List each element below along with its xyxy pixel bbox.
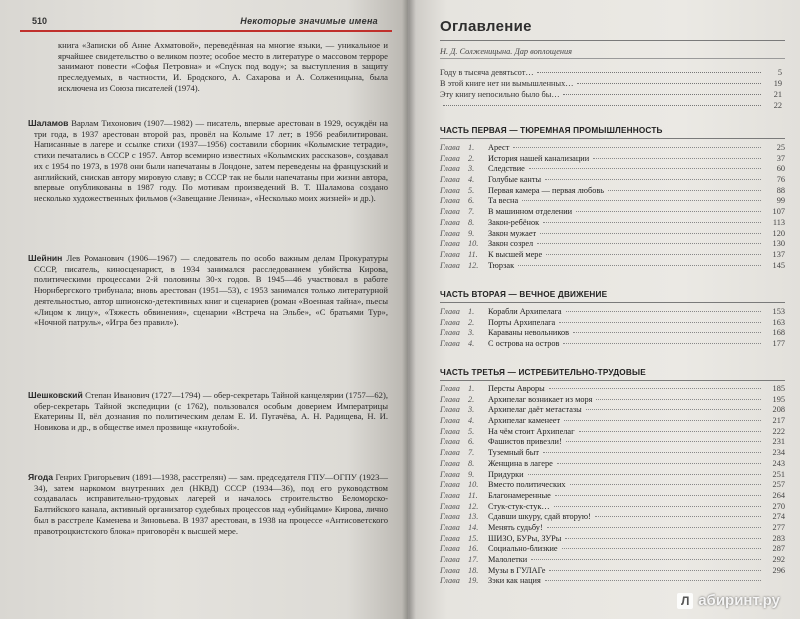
chapter-row[interactable] [440,416,785,427]
chapter-number: 6. [468,196,475,206]
running-head: Некоторые значимые имена [240,16,378,26]
bio-text: Генрих Григорьевич (1891—1938, расстрелян) — зам. председателя ГПУ—ОГПУ (1923—34), затем наркомом внутренних дел (НКВД) СССР (1934—36), под его руководством создавалась исправительно-трудовых лагерей и началось строительство Беломорско-Балтийского канала, активный организатор судебных процессов над «убийцами» Кирова, лично был в расстреле Каменева и Зиновьева. В 1937 арестован, в 1938 на процессе «Антисоветского правотроцкистского блока» приговорён к высшей мере. [34,472,388,536]
chapter-number: 3. [468,405,475,415]
chapter-page: 251 [772,469,785,479]
chapter-page: 76 [776,175,785,185]
chapter-number: 7. [468,448,475,458]
chapter-number: 3. [468,164,475,174]
chapter-list [440,143,785,271]
chapter-number: 11. [468,249,478,259]
chapter-page: 185 [772,384,785,393]
chapter-title: Следствие [488,164,525,174]
chapter-title: Сдавши шкуру, сдай вторую! [488,512,591,522]
dot-leader [576,211,761,212]
chapter-title: Зэки как нация [488,576,541,586]
chapter-number: 5. [468,185,475,195]
toc-row-page: 21 [773,90,782,99]
bio-entry-shalamov [28,118,388,210]
dot-leader [577,83,761,84]
chapter-row[interactable] [440,544,785,555]
chapter-row[interactable] [440,207,785,218]
chapter-label: Глава [440,533,460,543]
chapter-number: 13. [468,512,479,522]
chapter-number: 12. [468,260,479,270]
chapter-label: Глава [440,339,460,349]
right-page [408,0,800,619]
chapter-number: 2. [468,153,475,163]
chapter-label: Глава [440,317,460,327]
chapter-title: Музы в ГУЛАГе [488,565,546,575]
front-matter-list [440,68,782,112]
chapter-page: 243 [772,458,785,468]
chapter-number: 6. [468,437,475,447]
chapter-number: 4. [468,339,475,349]
chapter-label: Глава [440,217,460,227]
chapter-row[interactable] [440,470,785,481]
bio-text: Варлам Тихонович (1907—1982) — писатель, впервые арестован в 1929, осуждён на три года, в 1937 арестован второй раз, провёл на Колыме 17 лет; в 1956 реабилитирован. Написанные в лагере и ссылке стихи (1937—1956) составили сборник «Колымские тетради», стихи печатались в СССР с 1957. Автор всемирно известных «Колымских рассказов», создавал их с 1954 по 1973, в 1978 они были напечатаны в Лондоне, затем переведены на французский и английский, снискав автору мировую славу; в СССР так не были напечатаны при жизни автора, впервые опубликованы в 1987 году. По мотивам произведений В. Т. Шаламова создано несколько художественных фильмов («Завещание Ленина», «Несколько моих жизней» и др.). [34,118,388,204]
chapter-page: 234 [772,448,785,458]
dot-leader [608,190,761,191]
chapter-row[interactable] [440,502,785,513]
bio-text: книга «Записки об Анне Ахматовой», переведённая на многие языки, — уникальное и ярчайшее свидетельство о великом поэте; особое место в литературе о массовом терроре занимают повести «Софья Петровна» и «Спуск под воду»; за выступления в защиту преследуемых, в частности, И. Бродского, А. Сахарова и А. Солженицына, была исключена из Союза писателей (1974). [58,40,388,93]
chapter-page: 231 [772,437,785,447]
chapter-number: 14. [468,522,479,532]
chapter-label: Глава [440,228,460,238]
chapter-label: Глава [440,384,460,393]
chapter-number: 1. [468,384,475,393]
dot-leader [563,343,761,344]
chapter-label: Глава [440,448,460,458]
dot-leader [518,265,761,266]
chapter-row[interactable] [440,261,785,272]
dot-leader [596,399,761,400]
dot-leader [549,388,761,389]
chapter-number: 8. [468,458,475,468]
chapter-label: Глава [440,501,460,511]
chapter-page: 274 [772,512,785,522]
chapter-title: Та весна [488,196,519,206]
dot-leader [543,452,761,453]
chapter-title: Арест [488,143,510,152]
dot-leader [540,233,761,234]
dot-leader [528,474,761,475]
chapter-row[interactable] [440,164,785,175]
dot-leader [595,516,761,517]
chapter-label: Глава [440,405,460,415]
chapter-number: 19. [468,576,479,586]
chapter-label: Глава [440,544,460,554]
chapter-label: Глава [440,153,460,163]
chapter-label: Глава [440,480,460,490]
bio-name: Ягода [28,472,54,482]
chapter-number: 10. [468,239,479,249]
chapter-page: 120 [772,228,785,238]
chapter-number: 3. [468,328,475,338]
chapter-number: 8. [468,217,475,227]
toc-row-title: В этой книге нет ни вымышленных… [440,79,574,88]
chapter-label: Глава [440,328,460,338]
dot-leader [565,538,761,539]
toc-front-line: Н. Д. Солженицына. Дар воплощения [440,47,573,56]
chapter-number: 16. [468,544,479,554]
chapter-row[interactable] [440,395,785,406]
chapter-page: 145 [772,260,785,270]
dot-leader [562,548,761,549]
dot-leader [547,527,761,528]
bio-entry-sheshkovsky [28,390,388,439]
bio-continuation [28,40,388,100]
chapter-row[interactable] [440,491,785,502]
chapter-page: 283 [772,533,785,543]
chapter-number: 12. [468,501,479,511]
part-heading[interactable]: ЧАСТЬ ПЕРВАЯ — ТЮРЕМНАЯ ПРОМЫШЛЕННОСТЬ [440,126,663,135]
dot-leader [555,495,761,496]
chapter-title: На чём стоит Архипелаг [488,426,575,436]
divider [440,40,785,41]
dot-leader [564,420,761,421]
chapter-title: В машинном отделении [488,207,573,217]
chapter-page: 99 [776,196,785,206]
chapter-title: Стук-стук-стук… [488,501,550,511]
dot-leader [529,168,761,169]
chapter-title: Благонамеренные [488,490,551,500]
chapter-row[interactable] [440,154,785,165]
bio-name: Шешковский [28,390,83,400]
chapter-label: Глава [440,207,460,217]
dot-leader [546,254,761,255]
chapter-row[interactable] [440,448,785,459]
bio-entry-yagoda [28,472,388,542]
chapter-page: 113 [772,217,785,227]
chapter-page: 153 [772,307,785,316]
dot-leader [443,105,761,106]
chapter-page: 257 [772,480,785,490]
chapter-row[interactable] [440,186,785,197]
divider [440,58,785,59]
chapter-page: 163 [772,317,785,327]
chapter-label: Глава [440,185,460,195]
chapter-page: 296 [772,565,785,575]
toc-row[interactable] [440,90,782,101]
chapter-title: Закон созрел [488,239,534,249]
chapter-title: Закон-ребёнок [488,217,540,227]
chapter-row[interactable] [440,239,785,250]
watermark-text: абиринт.ру [698,592,780,609]
divider [440,380,785,381]
toc-row[interactable] [440,68,782,79]
toc-row-page: 5 [777,68,782,77]
chapter-title: Фашистов привезли! [488,437,562,447]
dot-leader [593,158,761,159]
dot-leader [545,580,761,581]
chapter-number: 17. [468,555,479,564]
chapter-label: Глава [440,164,460,174]
chapter-title: К высшей мере [488,249,543,259]
chapter-row[interactable] [440,405,785,416]
chapter-label: Глава [440,394,460,404]
book-gutter [402,0,416,619]
chapter-page: 277 [772,522,785,532]
chapter-page: 177 [772,339,785,349]
chapter-number: 9. [468,228,475,238]
labirint-logo-icon: Л [677,593,693,609]
chapter-label: Глава [440,565,460,575]
chapter-number: 2. [468,317,475,327]
chapter-page: 208 [772,405,785,415]
chapter-row[interactable] [440,384,785,395]
chapter-number: 2. [468,394,475,404]
divider [440,302,785,303]
dot-leader [537,72,761,73]
chapter-row[interactable] [440,576,785,587]
chapter-label: Глава [440,249,460,259]
chapter-page: 168 [772,328,785,338]
dot-leader [549,570,761,571]
chapter-title: Караваны невольников [488,328,570,338]
chapter-row[interactable] [440,459,785,470]
chapter-row[interactable] [440,512,785,523]
chapter-title: Малолетки [488,555,528,564]
chapter-row[interactable] [440,566,785,577]
left-page-header [20,10,392,32]
chapter-page: 195 [772,394,785,404]
chapter-title: Корабли Архипелага [488,307,562,316]
chapter-number: 18. [468,565,479,575]
chapter-row[interactable] [440,196,785,207]
chapter-page: 107 [772,207,785,217]
dot-leader [543,222,761,223]
chapter-row[interactable] [440,250,785,261]
bio-entry-sheinin [28,253,388,334]
chapter-title: Туземный быт [488,448,539,458]
chapter-page: 292 [772,555,785,564]
chapter-title: Социально-близкие [488,544,558,554]
chapter-page: 287 [772,544,785,554]
chapter-title: Архипелаг каменеет [488,416,561,426]
page-number: 510 [32,16,48,26]
chapter-label: Глава [440,416,460,426]
dot-leader [570,484,761,485]
bio-text: Степан Иванович (1727—1794) — обер-секретарь Тайной канцелярии (1757—62), обер-секретарь Тайной экспедиции (с 1762), пользовался особым доверием Императрицы Екатерины II, вёл дознания по политическим делам Е. И. Пугачёва, А. Н. Радищева, Н. И. Новикова и др., в обществе имел прозвище «кнутобой». [34,390,388,433]
chapter-label: Глава [440,490,460,500]
chapter-title: Закон мужает [488,228,537,238]
toc-row-title: Эту книгу непосильно было бы… [440,90,560,99]
toc-row-page: 22 [773,101,782,110]
chapter-page: 130 [772,239,785,249]
chapter-number: 4. [468,175,475,185]
chapter-number: 11. [468,490,478,500]
chapter-label: Глава [440,260,460,270]
toc-row[interactable] [440,101,782,112]
chapter-number: 4. [468,416,475,426]
part-heading[interactable]: ЧАСТЬ ТРЕТЬЯ — ИСТРЕБИТЕЛЬНО-ТРУДОВЫЕ [440,368,646,377]
dot-leader [573,332,761,333]
chapter-list [440,307,785,350]
chapter-label: Глава [440,437,460,447]
chapter-number: 10. [468,480,479,490]
chapter-title: Женщина в лагере [488,458,553,468]
chapter-title: ШИЗО, БУРы, ЗУРы [488,533,562,543]
chapter-label: Глава [440,458,460,468]
dot-leader [586,409,761,410]
chapter-title: Менять судьбу! [488,522,543,532]
chapter-label: Глава [440,196,460,206]
toc-row[interactable] [440,79,782,90]
bio-name: Шейнин [28,253,63,263]
chapter-title: Голубые канты [488,175,542,185]
chapter-number: 1. [468,307,475,316]
chapter-row[interactable] [440,175,785,186]
dot-leader [566,311,761,312]
dot-leader [563,94,761,95]
chapter-number: 7. [468,207,475,217]
chapter-number: 15. [468,533,479,543]
chapter-number: 5. [468,426,475,436]
bio-text: Лев Романович (1906—1967) — следователь по особо важным делам Прокуратуры СССР, писатель, киносценарист, в 1934 занимался расследованием убийства Кирова, политическими процессами 2-й половины 30-х годов. В 1945—46 участвовал в работе Нюрнбергского трибунала; вновь арестован (1951—53), с 1953 занимался только литературной деятельностью, автор шпионско-детективных книг и сценариев (роман «Военная тайна», пьесы «Лицом к лицу», «Тяжесть обвинения», сценарии «Встреча на Эльбе», «С братьями Тур», «Ночной патруль», «Игра без правил»). [34,253,388,328]
chapter-number: 1. [468,143,475,152]
chapter-row[interactable] [440,437,785,448]
dot-leader [537,243,761,244]
chapter-label: Глава [440,512,460,522]
chapter-list [440,384,785,587]
chapter-label: Глава [440,307,460,316]
dot-leader [579,431,762,432]
chapter-row[interactable] [440,143,785,154]
chapter-label: Глава [440,239,460,249]
chapter-row[interactable] [440,480,785,491]
chapter-row[interactable] [440,307,785,318]
dot-leader [554,506,761,507]
chapter-title: Вместо политических [488,480,566,490]
watermark-logo [677,592,780,609]
chapter-page: 37 [776,153,785,163]
chapter-page: 217 [772,416,785,426]
chapter-title: Порты Архипелага [488,317,556,327]
dot-leader [566,441,761,442]
bio-name: Шаламов [28,118,69,128]
chapter-title: Персты Авроры [488,384,545,393]
chapter-title: С острова на остров [488,339,560,349]
chapter-title: Тюрзак [488,260,515,270]
dot-leader [557,463,761,464]
toc-row-page: 19 [773,79,782,88]
chapter-label: Глава [440,143,460,152]
chapter-title: Придурки [488,469,524,479]
toc-row-title: Году в тысяча девятьсот… [440,68,534,77]
chapter-title: История нашей канализации [488,153,590,163]
dot-leader [522,200,761,201]
chapter-row[interactable] [440,229,785,240]
chapter-row[interactable] [440,523,785,534]
chapter-label: Глава [440,426,460,436]
chapter-label: Глава [440,576,460,586]
chapter-page: 270 [772,501,785,511]
divider [440,138,785,139]
chapter-page: 137 [772,249,785,259]
dot-leader [559,322,761,323]
chapter-label: Глава [440,522,460,532]
dot-leader [513,147,761,148]
chapter-label: Глава [440,469,460,479]
chapter-row[interactable] [440,318,785,329]
dot-leader [545,179,761,180]
chapter-page: 88 [776,185,785,195]
chapter-row[interactable] [440,339,785,350]
chapter-label: Глава [440,175,460,185]
chapter-title: Первая камера — первая любовь [488,185,605,195]
chapter-row[interactable] [440,328,785,339]
chapter-row[interactable] [440,218,785,229]
dot-leader [531,559,761,560]
chapter-page: 264 [772,490,785,500]
chapter-label: Глава [440,555,460,564]
part-heading[interactable]: ЧАСТЬ ВТОРАЯ — ВЕЧНОЕ ДВИЖЕНИЕ [440,290,608,299]
chapter-page: 60 [776,164,785,174]
chapter-page: 25 [776,143,785,152]
toc-title: Оглавление [440,18,532,35]
chapter-number: 9. [468,469,475,479]
chapter-row[interactable] [440,555,785,566]
chapter-page: 222 [772,426,785,436]
chapter-row[interactable] [440,427,785,438]
chapter-title: Архипелаг даёт метастазы [488,405,582,415]
chapter-title: Архипелаг возникает из моря [488,394,593,404]
chapter-row[interactable] [440,534,785,545]
